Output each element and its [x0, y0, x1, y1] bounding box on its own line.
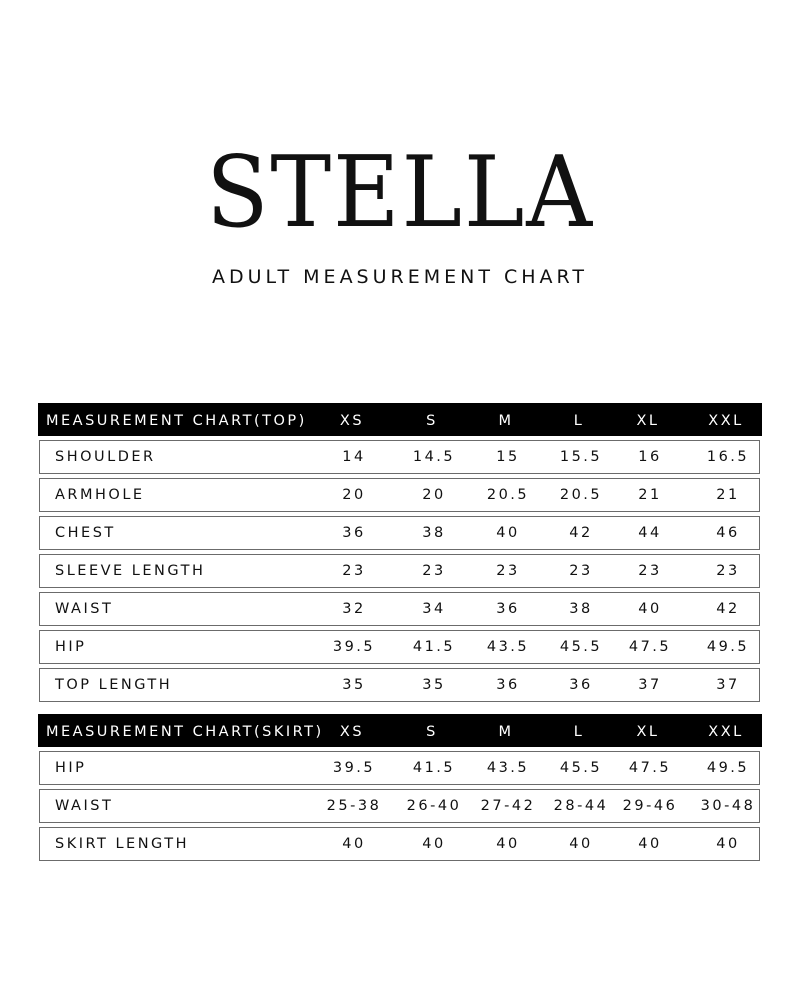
measurement-value: 26-40 [406, 798, 462, 814]
measurement-value: 42 [716, 601, 740, 617]
skirt-table-title: MEASUREMENT CHART(SKIRT) [46, 723, 324, 740]
table-row [39, 668, 760, 702]
size-header-l: L [573, 723, 585, 740]
row-label: WAIST [55, 798, 114, 814]
measurement-value: 40 [422, 836, 446, 852]
skirt-table-body [38, 751, 762, 861]
measurement-value: 45.5 [559, 760, 603, 776]
row-label: HIP [55, 760, 87, 776]
measurement-value: 45.5 [559, 639, 603, 655]
size-header-xxl: XXL [708, 723, 744, 740]
measurement-value: 40 [638, 601, 662, 617]
measurement-value: 37 [638, 677, 662, 693]
measurement-value: 14 [342, 449, 366, 465]
measurement-value: 38 [422, 525, 446, 541]
measurement-value: 27-42 [480, 798, 536, 814]
measurement-value: 41.5 [412, 760, 456, 776]
measurement-value: 36 [496, 601, 520, 617]
measurement-value: 46 [716, 525, 740, 541]
measurement-value: 28-44 [553, 798, 609, 814]
top-table-header [38, 403, 762, 436]
measurement-value: 23 [716, 563, 740, 579]
measurement-value: 20.5 [486, 487, 530, 503]
measurement-value: 47.5 [628, 760, 672, 776]
row-label: TOP LENGTH [55, 677, 173, 693]
measurement-value: 39.5 [332, 760, 376, 776]
row-label: SLEEVE LENGTH [55, 563, 206, 579]
measurement-value: 37 [716, 677, 740, 693]
row-label: CHEST [55, 525, 116, 541]
row-label: WAIST [55, 601, 114, 617]
top-table-body [38, 440, 762, 702]
measurement-value: 16 [638, 449, 662, 465]
measurement-value: 21 [638, 487, 662, 503]
measurement-value: 23 [569, 563, 593, 579]
page-subtitle: ADULT MEASUREMENT CHART [212, 266, 588, 288]
measurement-value: 20.5 [559, 487, 603, 503]
measurement-value: 40 [716, 836, 740, 852]
measurement-value: 20 [342, 487, 366, 503]
size-header-m: M [498, 412, 514, 429]
size-header-xs: XS [339, 412, 365, 429]
measurement-value: 35 [342, 677, 366, 693]
size-header-s: S [426, 723, 438, 740]
measurement-value: 23 [638, 563, 662, 579]
table-row [39, 751, 760, 785]
brand-logo: STELLA [206, 136, 594, 250]
row-label: HIP [55, 639, 87, 655]
measurement-value: 36 [496, 677, 520, 693]
top-measurement-table [38, 403, 762, 702]
measurement-value: 23 [342, 563, 366, 579]
measurement-value: 43.5 [486, 760, 530, 776]
measurement-value: 41.5 [412, 639, 456, 655]
table-row [39, 440, 760, 474]
measurement-value: 49.5 [706, 639, 750, 655]
size-header-l: L [573, 412, 585, 429]
table-row [39, 554, 760, 588]
measurement-value: 40 [496, 525, 520, 541]
size-header-m: M [498, 723, 514, 740]
measurement-value: 15 [496, 449, 520, 465]
measurement-value: 36 [569, 677, 593, 693]
size-header-xxl: XXL [708, 412, 744, 429]
measurement-value: 20 [422, 487, 446, 503]
row-label: ARMHOLE [55, 487, 145, 503]
table-row [39, 630, 760, 664]
measurement-value: 42 [569, 525, 593, 541]
measurement-value: 35 [422, 677, 446, 693]
measurement-value: 21 [716, 487, 740, 503]
measurement-value: 23 [422, 563, 446, 579]
measurement-value: 32 [342, 601, 366, 617]
measurement-value: 25-38 [326, 798, 382, 814]
top-table-title: MEASUREMENT CHART(TOP) [46, 412, 307, 429]
measurement-value: 15.5 [559, 449, 603, 465]
measurement-value: 14.5 [412, 449, 456, 465]
table-row [39, 789, 760, 823]
measurement-value: 43.5 [486, 639, 530, 655]
measurement-value: 40 [569, 836, 593, 852]
table-row [39, 516, 760, 550]
measurement-value: 16.5 [706, 449, 750, 465]
table-row [39, 592, 760, 626]
measurement-value: 34 [422, 601, 446, 617]
size-header-s: S [426, 412, 438, 429]
row-label: SHOULDER [55, 449, 156, 465]
measurement-value: 36 [342, 525, 366, 541]
row-label: SKIRT LENGTH [55, 836, 190, 852]
measurement-value: 39.5 [332, 639, 376, 655]
measurement-value: 49.5 [706, 760, 750, 776]
measurement-value: 40 [342, 836, 366, 852]
size-header-xs: XS [339, 723, 365, 740]
table-row [39, 827, 760, 861]
skirt-measurement-table [38, 714, 762, 861]
skirt-table-header [38, 714, 762, 747]
measurement-value: 23 [496, 563, 520, 579]
size-header-xl: XL [636, 412, 660, 429]
measurement-value: 40 [638, 836, 662, 852]
measurement-value: 47.5 [628, 639, 672, 655]
table-row [39, 478, 760, 512]
size-header-xl: XL [636, 723, 660, 740]
measurement-value: 40 [496, 836, 520, 852]
measurement-value: 30-48 [700, 798, 756, 814]
measurement-value: 29-46 [622, 798, 678, 814]
measurement-value: 38 [569, 601, 593, 617]
measurement-value: 44 [638, 525, 662, 541]
